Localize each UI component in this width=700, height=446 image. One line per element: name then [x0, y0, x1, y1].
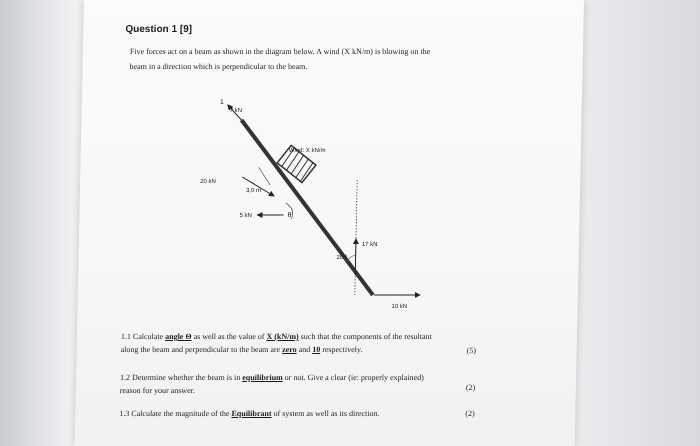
question-1-1-marks: (5) [466, 346, 477, 355]
force-7kn-mark: 1 [219, 99, 224, 106]
angle-20-label: 20 º [336, 255, 348, 261]
question-1-2-marks: (2) [465, 383, 476, 392]
force-20kn-label: 20 kN [200, 179, 216, 185]
wind-label: Wind: X kN/m [288, 148, 326, 154]
angle-20-arc [347, 255, 356, 261]
question-1-1-line-2 [121, 345, 363, 354]
question-paper [75, 0, 584, 446]
q1-text: such that the components of the resultant [298, 332, 432, 341]
q1-text: 1.1 Calculate [120, 332, 166, 341]
q3-text: of system as well as its direction. [271, 409, 380, 418]
question-1-2-line-1 [120, 373, 424, 382]
question-1-1-line-1 [121, 332, 432, 341]
beam-diagram [197, 95, 462, 320]
vertical-reference-line [355, 180, 357, 295]
q1-text: and [296, 345, 313, 354]
force-5kn-label: 5 kN [239, 213, 252, 219]
angle-theta-label: θ [287, 212, 292, 219]
q1-keyword-zero: zero [282, 345, 297, 354]
q1-text: along the beam and perpendicular to the beam are [120, 345, 283, 354]
force-7kn-label: 7 kN [229, 108, 243, 114]
q2-keyword-equilibrium: equilibrium [242, 373, 283, 382]
intro-line-1: Five forces act on a beam as shown in the diagram below. A wind (X kN/m) is blowing on the [129, 47, 431, 56]
length-dimension [258, 167, 270, 185]
q1-keyword-angle: angle Θ [165, 332, 192, 341]
question-title: Question 1 [9] [125, 24, 193, 35]
q3-keyword-equilibrant: Equilibrant [231, 409, 272, 418]
question-1-3 [119, 409, 379, 418]
q1-keyword-x: X (kN/m) [266, 332, 299, 341]
q1-text: as well as the value of [191, 332, 267, 341]
q1-keyword-10: 10 [312, 345, 321, 354]
q1-text: respectively. [320, 345, 363, 354]
force-10kn-label: 10 kN [391, 304, 408, 310]
q3-text: 1.3 Calculate the magnitude of the [119, 409, 232, 418]
force-17kn-label: 17 kN [361, 242, 378, 248]
question-1-2-line-2: reason for your answer. [119, 386, 196, 395]
q2-text: or not. Give a clear (ie: properly explained) [282, 373, 424, 382]
question-1-3-marks: (2) [465, 409, 475, 418]
length-label: 3,0 m [245, 188, 262, 194]
intro-line-2: beam in a direction which is perpendicular to the beam. [129, 62, 308, 71]
q2-text: 1.2 Determine whether the beam is in [119, 373, 243, 382]
